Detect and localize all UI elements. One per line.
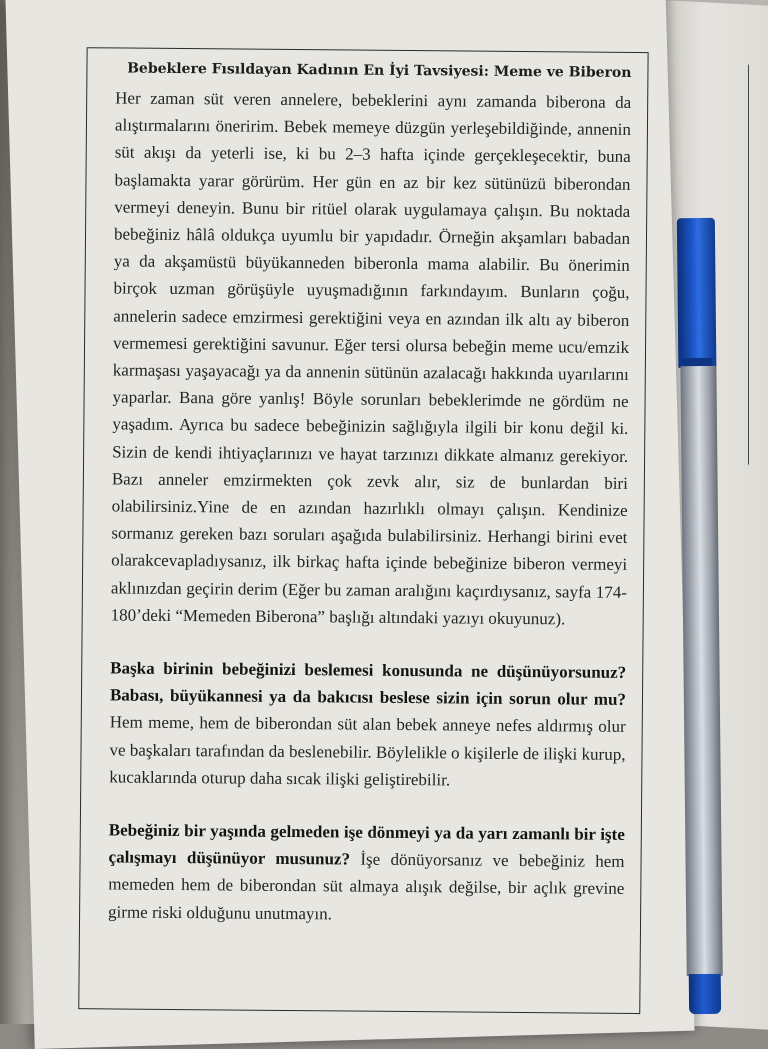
pen-barrel: [680, 366, 722, 976]
page-title: Bebeklere Fısıldayan Kadının En İyi Tavsiyesi: Meme ve Biberon: [127, 60, 632, 81]
text-column: [108, 60, 632, 929]
question-1-answer: Hem meme, hem de biberondan süt alan bebek anneye nefes aldırmış olur ve başkaları tarafından da beslenebilir. Böylelikle o kişilerle de ilişki kurup, kucaklarında oturup daha sıcak ilişki geliştirebilir.: [109, 712, 626, 790]
question-block-1: [109, 654, 626, 795]
pen-end-cap: [689, 974, 721, 1014]
text-frame: [78, 47, 648, 1014]
question-2-heading: Bebeğiniz bir yaşında gelmeden işe dönmeyi ya da yarı zamanlı bir işte çalışmayı düşünüyor musunuz?: [108, 820, 625, 869]
book-page: [5, 0, 694, 1049]
question-block-2: [108, 816, 625, 929]
question-1-heading: Başka birinin bebeğinizi beslemesi konusunda ne düşünüyorsunuz? Babası, büyükannesi ya da bakıcısı beslese sizin için sorun olur mu?: [109, 658, 627, 710]
pen-cap: [677, 218, 717, 368]
marker-pen: [675, 218, 729, 1018]
main-paragraph: Her zaman süt veren annelere, bebeklerini aynı zamanda biberona da alıştırmalarını öneririm. Bebek memeye düzgün yerleşebildiğinde, annenin süt akışı da yeterli ise, ki bu 2–3 hafta içinde gerçekleşecektir, buna başlamakta yarar görürüm. Her gün en az bir kez sütünüzü biberondan vermeyi deneyin. Bunu bir ritüel olarak uygulamaya çalışın. Bu noktada bebeğiniz hâlâ oldukça uyumlu bir yapıdadır. Örneğin akşamları babadan ya da akşamüstü büyükanneden biberonla mama alabilir. Bu önerimin birçok uzman görüşüyle uyuşmadığının farkındayım. Bunların çoğu, annelerin sadece emzirmesi gerektiğini veya en azından ilk altı ay biberon vermemesi gerektiğini savunur. Eğer tersi olursa bebeğin meme ucu/emzik karmaşası yaşayacağı ya da annenin sütünün azalacağı hakkında uyarılarını yaparlar. Bana göre yanlış! Böyle sorunları bebeklerimde ne gördüm ne yaşadım. Ayrıca bu sadece bebeğinizin sağlığıyla ilgili bir konu değil ki. Sizin de kendi ihtiyaçlarınızı ve hayat tarzınızı dikkate almanız gerekiyor. Bazı anneler emzirmekten çok zevk alır, siz de bunlardan biri olabilirsiniz.Yine de en azından hazırlıklı olmayı çalışın. Kendinize sormanız gereken bazı soruları aşağıda bulabilirsiniz. Herhangi birini evet olarakcevapladıysanız, ilk birkaç hafta içinde bebeğinize biberon vermeyi aklınızdan geçirin derim (Eğer bu zaman aralığını kaçırdıysanız, sayfa 174-180’deki “Memeden Biberona” başlığı altındaki yazıyı okuyunuz).: [110, 88, 632, 629]
facing-page-frame: [748, 65, 768, 467]
question-2-answer: İşe dönüyorsanız ve bebeğiniz hem memeden hem de biberondan süt almaya alışık değilse, bir açlık grevine girme riski olduğunu unutmayın.: [108, 849, 625, 924]
